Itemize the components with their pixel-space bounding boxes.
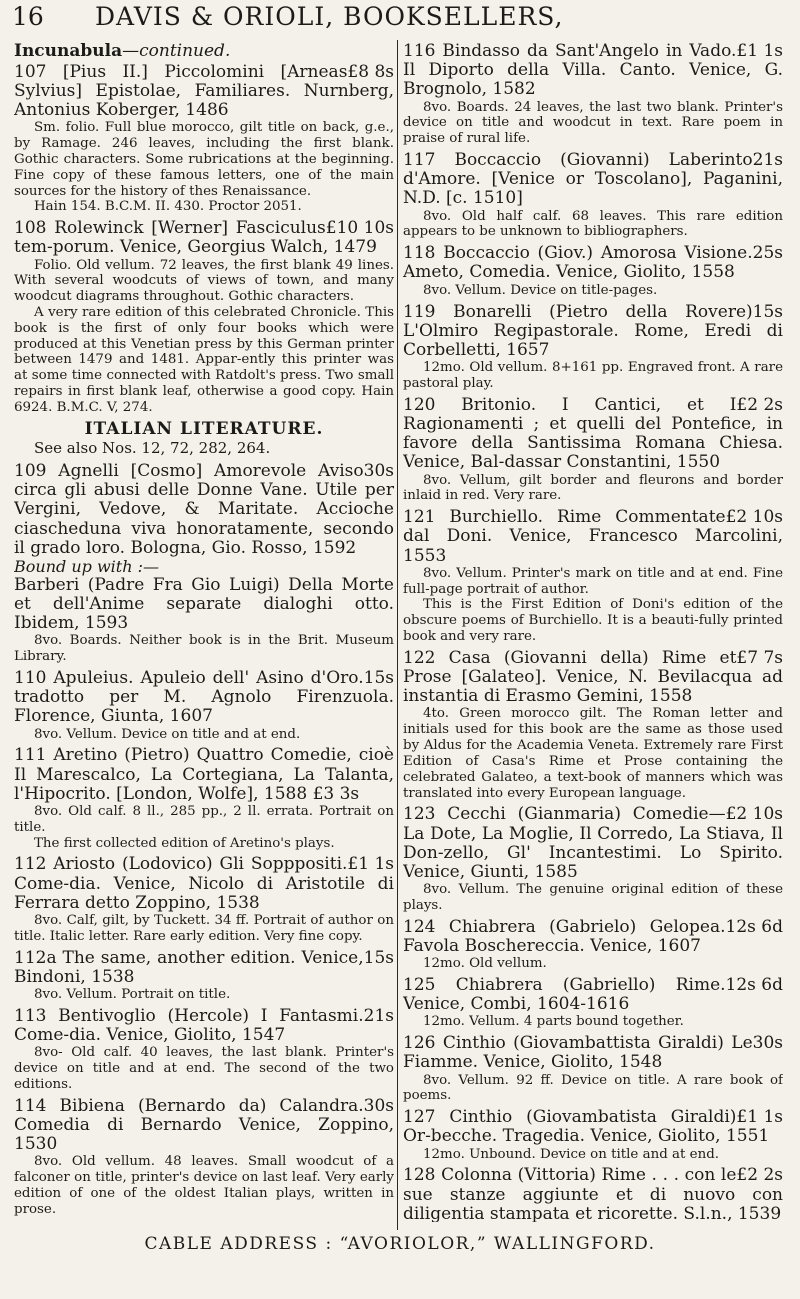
catalogue-entry <box>403 805 783 913</box>
entry-title: 109 Agnelli [Cosmo] Amorevole Aviso circa gli abusi delle Donne Vane. Utile per Vergini, Vedove, & Maritate. Accioche ciascheduna viva honoratamente, secondo il grado loro. Bologna, Gio. Rosso, 1592 <box>14 461 394 558</box>
entry-title: 122 Casa (Giovanni della) Rime et Prose [Galateo]. Venice, N. Bevilacqua ad instantia di Erasmo Gemini, 1558 <box>403 647 783 707</box>
entry-title: 112 Ariosto (Lodovico) Gli Sopppositi. Come-dia. Venice, Nicolo di Aristotile di Ferrara detto Zoppino, 1538 <box>14 854 394 913</box>
entry-list <box>14 462 394 1222</box>
entry-description: 12mo. Old vellum. <box>423 956 547 972</box>
entry-note: Hain 154. B.C.M. II. 430. Proctor 2051. <box>34 199 302 215</box>
entry-description: 8vo. Boards. Neither book is in the Brit. Museum Library. <box>14 633 394 665</box>
entry-heading <box>14 855 394 913</box>
catalogue-entry <box>403 1108 783 1162</box>
catalogue-entry <box>403 976 783 1030</box>
entry-title: 124 Chiabrera (Gabrielo) Gelopea. Favola Boschereccia. Venice, 1607 <box>403 916 726 956</box>
page-number: 16 <box>12 2 44 31</box>
entry-heading <box>403 42 783 100</box>
entry-title: 114 Bibiena (Bernardo da) Calandra. Comedia di Bernardo Venice, Zoppino, 1530 <box>14 1095 394 1155</box>
entry-description: Sm. folio. Full blue morocco, gilt title on back, g.e., by Ramage. 246 leaves, including the first blank. Gothic characters. Some rubrications at the beginning. Fine copy of these famous letters, one of the main sources for the history of thes Renaissance. <box>14 120 394 199</box>
running-head: DAVIS & ORIOLI, BOOKSELLERS, <box>95 2 564 31</box>
section-title: Incunabula—continued. <box>14 42 231 61</box>
catalogue-entry <box>14 669 394 742</box>
page-footer: CABLE ADDRESS : “AVORIOLOR,” WALLINGFORD. <box>144 1234 656 1254</box>
entry-price: £1 1s <box>347 854 394 875</box>
catalogue-entry <box>14 1007 394 1093</box>
column-divider <box>397 40 398 1230</box>
entry-title: 126 Cinthio (Giovambattista Giraldi) Le Fiamme. Venice, Giolito, 1548 <box>403 1033 753 1073</box>
entry-heading <box>14 1097 394 1155</box>
entry-description: 8vo. Vellum. Device on title-pages. <box>423 282 658 298</box>
entry-heading <box>403 1166 783 1222</box>
entry-price: 15s <box>363 947 394 968</box>
entry-description: 4to. Green morocco gilt. The Roman letter and initials used for this book are the same as those used by Aldus for the Academia Veneta. Extremely rare First Edition of Casa's Rime et Prose containing the celebrated Galateo, a text-book of manners which was translated into every European language. <box>403 706 783 801</box>
entry-description: 8vo. Old calf. 8 ll., 285 pp., 2 ll. errata. Portrait on title. <box>14 803 394 835</box>
entry-heading <box>14 219 394 257</box>
entry-description: 8vo. Vellum. Portrait on title. <box>34 987 231 1003</box>
entry-description: 12mo. Old vellum. 8+161 pp. Engraved front. A rare pastoral play. <box>403 360 783 391</box>
entry-heading <box>403 508 783 566</box>
entry-description: 8vo. Vellum. 92 ff. Device on title. A rare book of poems. <box>403 1072 783 1104</box>
entry-price: 25s <box>752 243 783 264</box>
entry-price: 30s <box>363 461 394 482</box>
catalogue-entry <box>403 649 783 801</box>
entry-note: A very rare edition of this celebrated Chronicle. This book is the first of only four books which were produced at this Venetian press by this German printer between 1479 and 1481. Appar-ently this printer was at some time connected with Ratdolt's press. Two small repairs in first blank leaf, otherwise a good copy. Hain 6924. B.M.C. V, 274. <box>14 305 394 415</box>
entry-title: 111 Aretino (Pietro) Quattro Comedie, cioè Il Marescalco, La Cortegiana, La Talanta, l'Hipocrito. [London, Wolfe], 1588 £3 3s <box>14 745 394 804</box>
catalogue-entry <box>14 63 394 215</box>
entry-description: 8vo. Old vellum. 48 leaves. Small woodcut of a falconer on title, printer's device on last leaf. Very early edition of one of the oldest Italian plays, written in prose. <box>14 1154 394 1217</box>
entry-price: £10 10s <box>325 218 394 239</box>
entry-price: 30s <box>363 1095 394 1116</box>
catalogue-entry <box>403 1034 783 1104</box>
entry-title: 119 Bonarelli (Pietro della Rovere) L'Olmiro Regipastorale. Rome, Eredi di Corbelletti, 1657 <box>403 301 783 360</box>
entry-price: £8 8s <box>347 61 394 82</box>
entry-description: 8vo- Old calf. 40 leaves, the last blank. Printer's device on title and at end. The second of the two editions. <box>14 1045 394 1092</box>
entry-description: 8vo. Boards. 24 leaves, the last two blank. Printer's device on title and woodcut in text. Rare poem in praise of rural life. <box>403 99 783 147</box>
entry-price: £2 2s <box>736 394 783 415</box>
entry-price: £1 1s <box>736 42 783 61</box>
entry-price: 15s <box>363 667 394 688</box>
entry-title: 107 [Pius II.] Piccolomini [Arneas Sylvius] Epistolae, Familiares. Nurnberg, Antonius Koberger, 1486 <box>14 61 394 121</box>
catalogue-entry <box>14 1097 394 1218</box>
catalogue-entry <box>14 855 394 944</box>
entry-title: 117 Boccaccio (Giovanni) Laberinto d'Amore. [Venice or Toscolano], Paganini, N.D. [c. 1510] <box>403 150 783 209</box>
entry-title: 118 Boccaccio (Giov.) Amorosa Visione. Ameto, Comedia. Venice, Giolito, 1558 <box>403 243 753 283</box>
entry-title: 128 Colonna (Vittoria) Rime . . . con le sue stanze aggiunte et di nuovo con diligentia stampata et ricorette. S.l.n., 1539 <box>403 1165 783 1222</box>
entry-title: 113 Bentivoglio (Hercole) I Fantasmi. Come-dia. Venice, Giolito, 1547 <box>14 1005 364 1046</box>
catalogue-entry <box>403 42 783 147</box>
entry-price: 15s <box>752 301 783 322</box>
entry-price: 21s <box>752 150 783 171</box>
entry-heading <box>403 303 783 361</box>
bound-with-label: Bound up with :— <box>14 557 159 577</box>
entry-price: 30s <box>752 1033 783 1054</box>
entry-title: 110 Apuleius. Apuleio dell' Asino d'Oro. tradotto per M. Agnolo Firenzuola. Florence, Giunta, 1607 <box>14 667 394 727</box>
entry-description: 8vo. Vellum. Device on title and at end. <box>34 726 301 742</box>
catalogue-entry <box>403 918 783 972</box>
entry-heading <box>14 949 394 987</box>
left-column <box>14 42 394 1222</box>
entry-note: This is the First Edition of Doni's edition of the obscure poems of Burchiello. It is a beauti-fully printed book and very rare. <box>403 597 783 645</box>
entry-description: 8vo. Calf, gilt, by Tuckett. 34 ff. Portrait of author on title. Italic letter. Rare early edition. Very fine copy. <box>14 913 394 944</box>
italian-literature-heading: ITALIAN LITERATURE. <box>84 418 324 439</box>
entry-heading <box>403 396 783 473</box>
entry-description: 8vo. Vellum. The genuine original edition of these plays. <box>403 882 783 913</box>
entry-note: The first collected edition of Aretino's plays. <box>34 835 335 851</box>
catalogue-entry <box>403 396 783 504</box>
entry-description: 8vo. Vellum, gilt border and fleurons and border inlaid in red. Very rare. <box>403 472 783 504</box>
entry-heading <box>403 244 783 282</box>
catalogue-entry <box>14 746 394 851</box>
right-column <box>403 42 783 1222</box>
entry-heading <box>14 669 394 727</box>
entry-price: £7 7s <box>736 647 783 668</box>
entry-heading <box>14 746 394 804</box>
entry-title: 116 Bindasso da Sant'Angelo in Vado. Il Diporto della Villa. Canto. Venice, G. Brognolo, 1582 <box>403 42 783 100</box>
entry-description: Folio. Old vellum. 72 leaves, the first blank 49 lines. With several woodcuts of views of town, and many woodcut diagrams throughout. Gothic characters. <box>14 257 394 305</box>
entry-description: 12mo. Unbound. Device on title and at end. <box>423 1146 720 1162</box>
entry-price: £1 1s <box>736 1107 783 1128</box>
catalogue-entry <box>14 949 394 1003</box>
entry-heading <box>403 805 783 882</box>
entry-heading <box>403 1034 783 1072</box>
catalogue-entry <box>403 151 783 240</box>
entry-description: 12mo. Vellum. 4 parts bound together. <box>423 1014 684 1030</box>
entry-list <box>403 42 783 1222</box>
entry-heading <box>403 151 783 209</box>
entry-price: 21s <box>363 1005 394 1026</box>
see-also-note: See also Nos. 12, 72, 282, 264. <box>34 439 271 458</box>
catalogue-entry <box>403 508 783 645</box>
entry-title <box>14 1221 347 1222</box>
entry-title: 125 Chiabrera (Gabriello) Rime. Venice, Combi, 1604-1616 <box>403 974 726 1015</box>
entry-title: 112a The same, another edition. Venice, Bindoni, 1538 <box>14 947 364 987</box>
catalogue-entry <box>403 303 783 392</box>
entry-title: 120 Britonio. I Cantici, et I Ragionamenti ; et quelli del Pontefice, in favore della Santissima Romana Chiesa. Venice, Bal-dassar Constantini, 1550 <box>403 394 783 473</box>
entry-title: 123 Cecchi (Gianmaria) Comedie—La Dote, La Moglie, Il Corredo, La Stiava, Il Don-zello, Gl' Incantestimi. Lo Spirito. Venice, Giunti, 1585 <box>403 804 783 882</box>
entry-heading <box>403 918 783 956</box>
entry-description: 8vo. Old half calf. 68 leaves. This rare edition appears to be unknown to bibliographers. <box>403 208 783 240</box>
entry-title: 108 Rolewinck [Werner] Fasciculus tem-porum. Venice, Georgius Walch, 1479 <box>14 218 377 258</box>
catalogue-entry <box>14 219 394 416</box>
entry-heading <box>14 63 394 121</box>
catalogue-entry <box>403 1166 783 1222</box>
entry-heading <box>14 1007 394 1045</box>
entry-heading <box>403 649 783 707</box>
entry-price: £2 10s <box>725 507 783 528</box>
entry-heading-secondary: Barberi (Padre Fra Gio Luigi) Della Morte et dell'Anime separate dialoghi otto. Ibidem, 1593 <box>14 574 394 634</box>
entry-title: 121 Burchiello. Rime Commentate dal Doni. Venice, Francesco Marcolini, 1553 <box>403 507 783 566</box>
entry-description: 8vo. Vellum. Printer's mark on title and at end. Fine full-page portrait of author. <box>403 565 783 597</box>
entry-heading <box>14 462 394 558</box>
entry-heading <box>403 1108 783 1146</box>
catalogue-entry <box>14 462 394 665</box>
entry-heading <box>403 976 783 1014</box>
entry-price: £2 2s <box>736 1165 783 1186</box>
entry-price: £2 10s <box>725 804 783 825</box>
page-header <box>0 0 800 36</box>
entry-price: 12s 6d <box>725 974 783 995</box>
catalogue-entry <box>403 244 783 298</box>
entry-list <box>14 63 394 416</box>
entry-price: 12s 6d <box>725 916 783 937</box>
entry-title: 127 Cinthio (Giovambatista Giraldi) Or-becche. Tragedia. Venice, Giolito, 1551 <box>403 1107 770 1147</box>
